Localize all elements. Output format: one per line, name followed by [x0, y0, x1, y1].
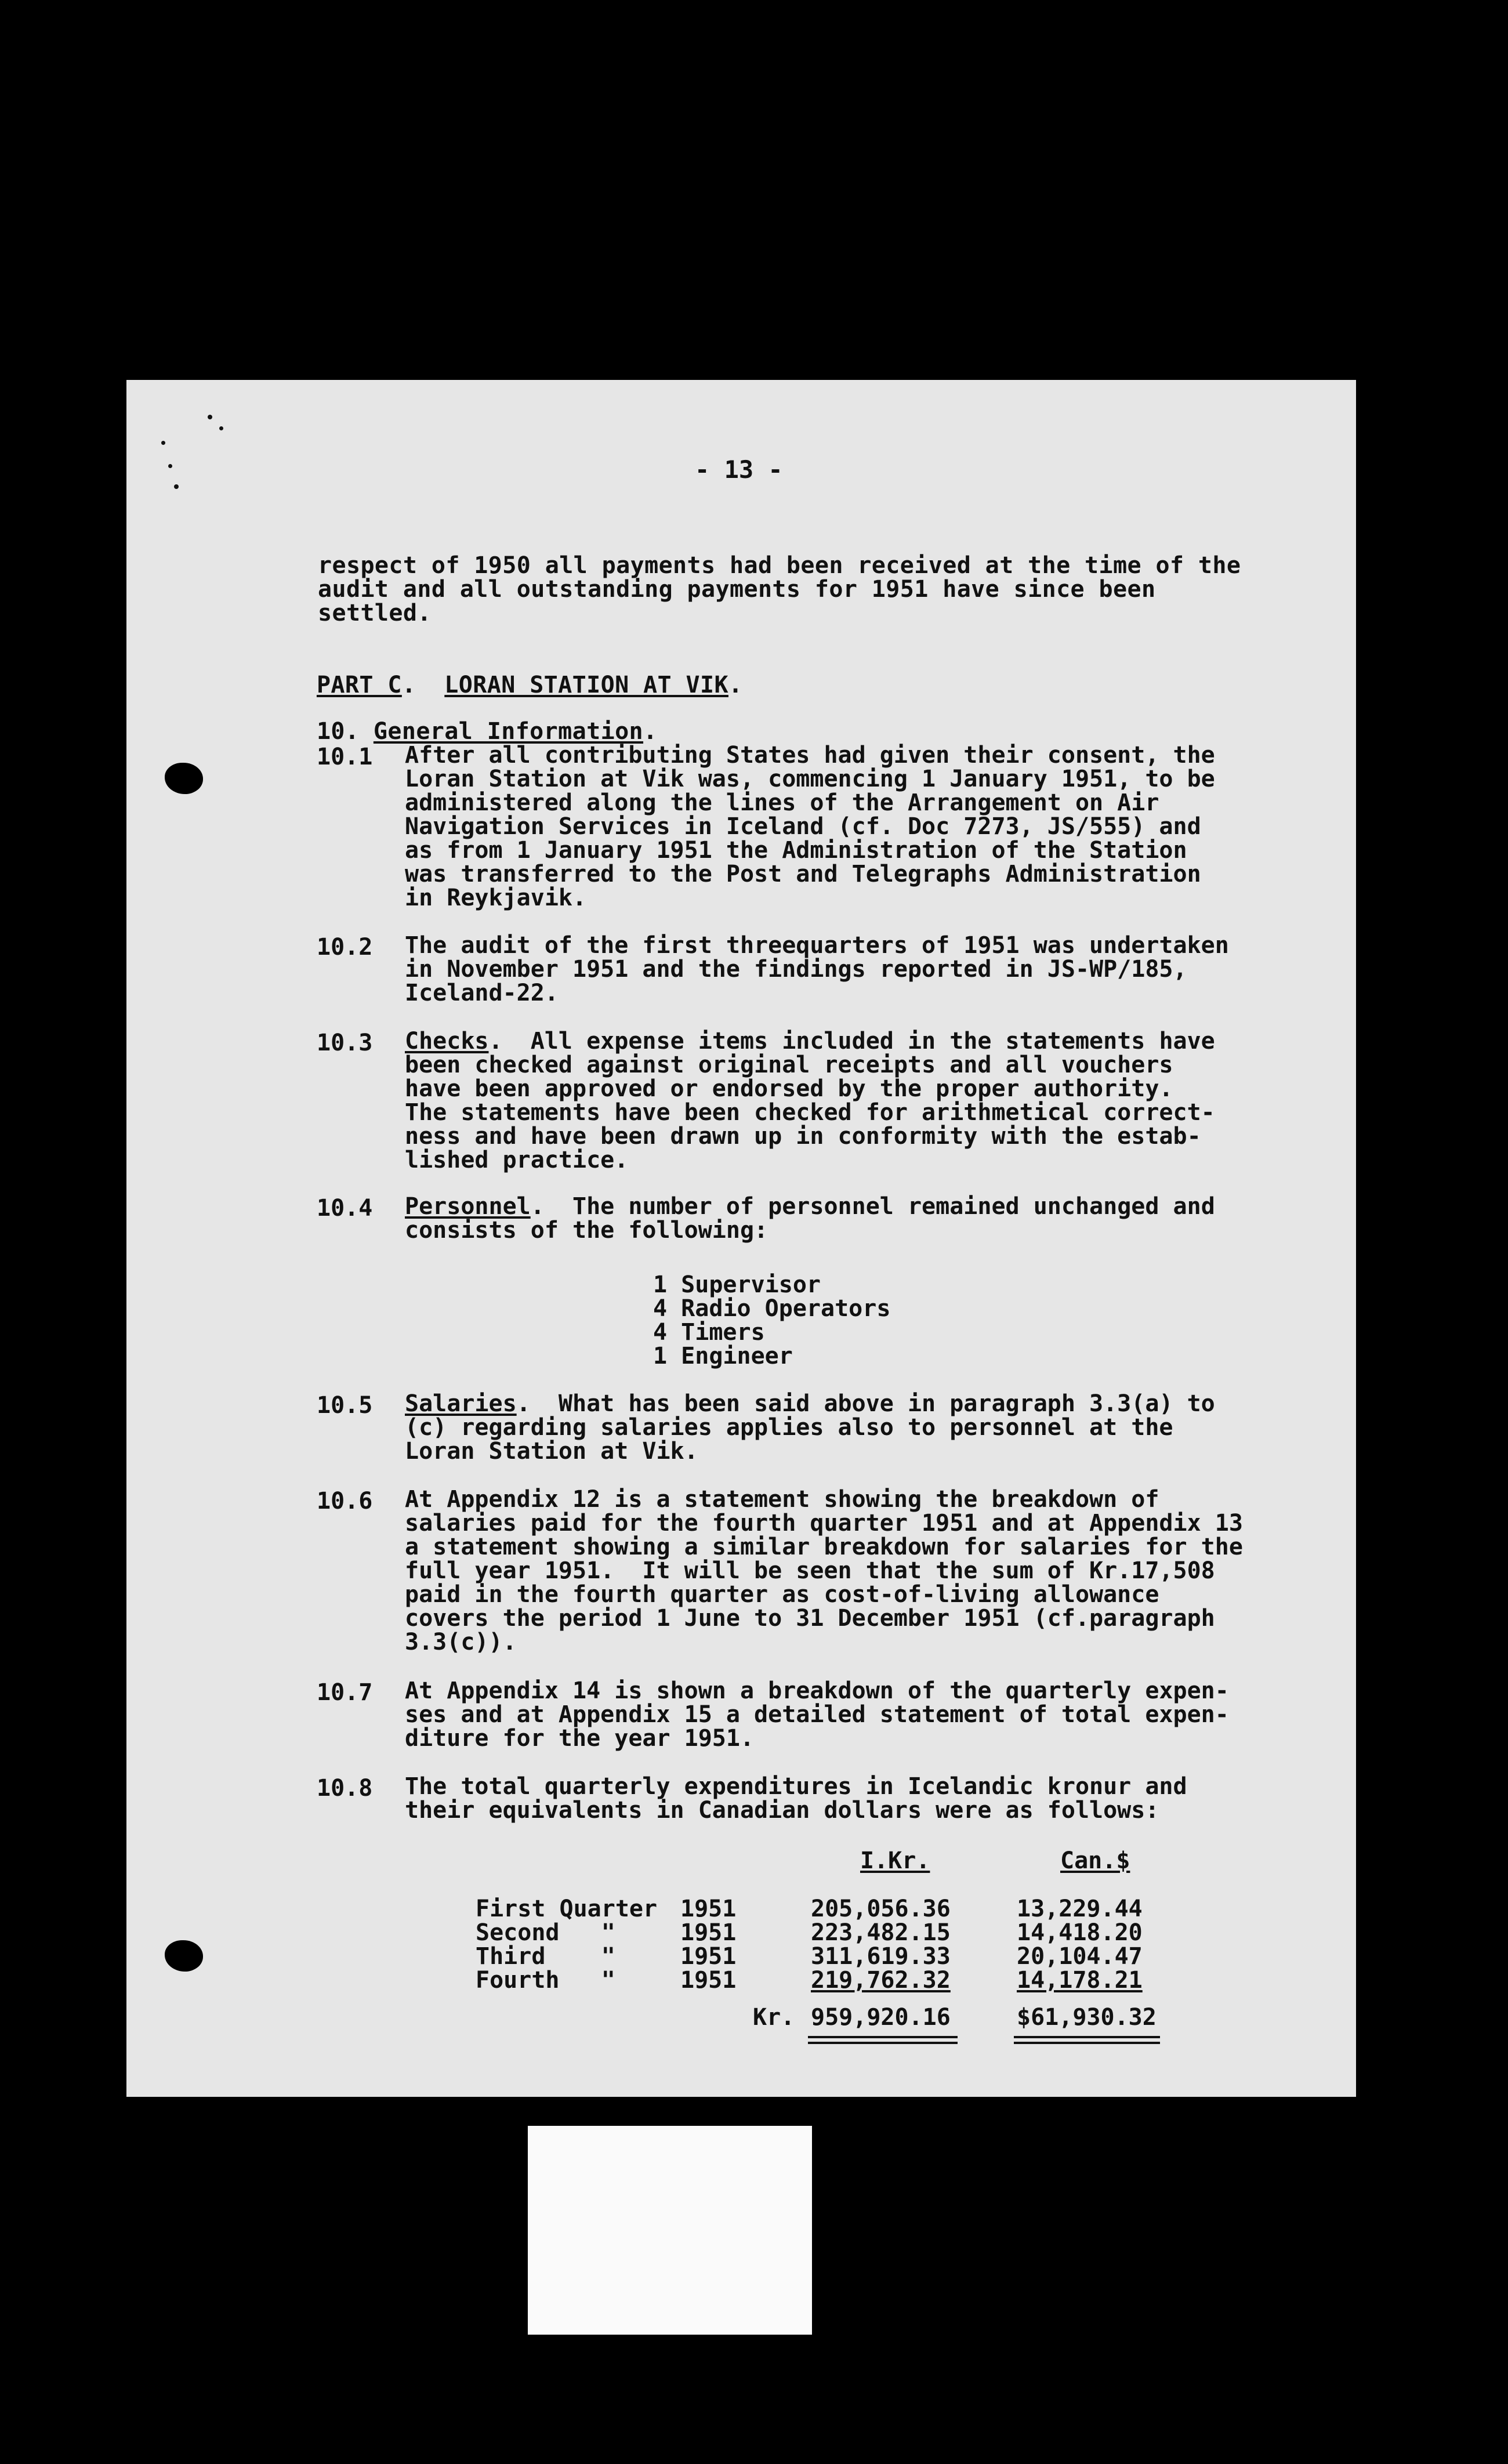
text-line: consists of the following:: [405, 1217, 768, 1244]
text-line: a statement showing a similar breakdown for salaries for the: [405, 1534, 1243, 1560]
text-line: covers the period 1 June to 31 December 1951 (cf.paragraph: [405, 1605, 1215, 1632]
can-cell: 13,229.44: [1017, 1896, 1143, 1922]
text-line: in Reykjavik.: [405, 885, 587, 911]
part-end: .: [728, 672, 743, 698]
intro-line: respect of 1950 all payments had been received at the time of the: [318, 552, 1241, 579]
text-line: lished practice.: [405, 1147, 629, 1173]
text-line: Loran Station at Vik.: [405, 1438, 698, 1465]
can-header: Can.$: [1060, 1847, 1130, 1874]
film-label-patch: [528, 2126, 812, 2335]
text-line: . The number of personnel remained unchanged and: [530, 1193, 1215, 1220]
year-cell: 1951: [680, 1896, 737, 1922]
double-underline: [1014, 2036, 1160, 2038]
paragraph-number: 10.2: [317, 934, 373, 961]
paragraph-10-7: [405, 1679, 1229, 1751]
ink-speck: [208, 415, 212, 419]
list-item: 1 Engineer: [653, 1343, 793, 1369]
paragraph-number: 10.1: [317, 744, 373, 770]
paragraph-heading: Salaries: [405, 1390, 517, 1417]
paragraph-number: 10.6: [317, 1488, 373, 1514]
text-line: . What has been said above in paragraph 3.3(a) to: [516, 1390, 1215, 1417]
double-underline: [808, 2042, 958, 2044]
punch-hole: [165, 1940, 203, 1972]
double-underline: [1014, 2042, 1160, 2044]
text-line: Navigation Services in Iceland (cf. Doc 7273, JS/555) and: [405, 813, 1201, 840]
text-line: diture for the year 1951.: [405, 1725, 755, 1752]
paragraph-number: 10.3: [317, 1030, 373, 1056]
quarter-label: Second ": [476, 1919, 615, 1946]
text-line: administered along the lines of the Arrangement on Air: [405, 789, 1159, 816]
section-number: 10.: [316, 718, 360, 745]
paragraph-10-2: [405, 934, 1229, 1005]
text-line: their equivalents in Canadian dollars were as follows:: [405, 1797, 1159, 1824]
list-item: 4 Radio Operators: [653, 1295, 891, 1322]
text-line: full year 1951. It will be seen that the sum of Kr.17,508: [405, 1557, 1215, 1584]
list-item: 1 Supervisor: [653, 1271, 821, 1298]
paragraph-number: 10.8: [317, 1775, 373, 1802]
paragraph-10-5: [405, 1392, 1215, 1463]
personnel-list: [653, 1273, 890, 1368]
year-cell: 1951: [680, 1943, 737, 1970]
paragraph-10-6: [405, 1488, 1243, 1654]
text-line: After all contributing States had given their consent, the: [405, 742, 1215, 769]
ink-speck: [174, 484, 179, 489]
text-line: as from 1 January 1951 the Administration of the Station: [405, 837, 1187, 864]
paragraph-heading: Personnel: [405, 1193, 531, 1220]
quarter-label: Third ": [476, 1943, 615, 1970]
can-cell: 14,178.21: [1017, 1967, 1143, 1994]
part-label: PART C: [316, 672, 402, 698]
text-line: At Appendix 12 is a statement showing the breakdown of: [405, 1486, 1159, 1513]
text-line: The audit of the first threequarters of 1951 was undertaken: [405, 932, 1229, 959]
ikr-cell: 223,482.15: [811, 1919, 951, 1946]
text-line: ses and at Appendix 15 a detailed statement of total expen-: [405, 1701, 1229, 1728]
list-item: 4 Timers: [653, 1319, 765, 1346]
text-line: Loran Station at Vik was, commencing 1 January 1951, to be: [405, 766, 1215, 792]
text-line: paid in the fourth quarter as cost-of-living allowance: [405, 1581, 1159, 1608]
paragraph-number: 10.5: [317, 1392, 373, 1419]
part-title: LORAN STATION AT VIK: [444, 672, 728, 698]
part-dot: .: [401, 672, 416, 698]
ink-speck: [161, 441, 165, 445]
text-line: in November 1951 and the findings reported in JS-WP/185,: [405, 956, 1187, 983]
ikr-header: I.Kr.: [860, 1847, 930, 1874]
paragraph-number: 10.7: [317, 1679, 373, 1706]
quarter-label: First Quarter: [476, 1896, 658, 1922]
intro-line: settled.: [318, 600, 432, 626]
intro-line: audit and all outstanding payments for 1951 have since been: [318, 576, 1156, 603]
paragraph-heading: Checks: [405, 1028, 489, 1055]
ink-speck: [168, 464, 172, 468]
text-line: Iceland-22.: [405, 980, 559, 1006]
text-line: 3.3(c)).: [405, 1629, 517, 1655]
text-line: The statements have been checked for arithmetical correct-: [405, 1099, 1215, 1126]
paragraph-number: 10.4: [317, 1195, 373, 1222]
ikr-cell: 219,762.32: [811, 1967, 951, 1994]
quarter-label: Fourth ": [476, 1967, 615, 1994]
document-page: [126, 380, 1356, 2097]
paragraph-10-1: [405, 744, 1215, 910]
paragraph-10-3: [405, 1030, 1215, 1172]
ikr-cell: 311,619.33: [811, 1943, 951, 1970]
ink-speck: [219, 426, 223, 430]
punch-hole: [165, 763, 203, 794]
page-number: - 13 -: [695, 455, 783, 484]
text-line: The total quarterly expenditures in Icelandic kronur and: [405, 1773, 1187, 1800]
year-cell: 1951: [680, 1967, 737, 1994]
year-cell: 1951: [680, 1919, 737, 1946]
section-end: .: [643, 718, 658, 745]
can-cell: 20,104.47: [1017, 1943, 1143, 1970]
total-ikr: 959,920.16: [811, 2004, 951, 2031]
text-line: was transferred to the Post and Telegraphs Administration: [405, 861, 1201, 887]
total-prefix: Kr.: [753, 2004, 795, 2031]
ikr-cell: 205,056.36: [811, 1896, 951, 1922]
text-line: been checked against original receipts and all vouchers: [405, 1052, 1173, 1078]
text-line: At Appendix 14 is shown a breakdown of the quarterly expen-: [405, 1677, 1229, 1704]
text-line: salaries paid for the fourth quarter 1951 and at Appendix 13: [405, 1510, 1243, 1537]
total-can: $61,930.32: [1017, 2004, 1157, 2031]
text-line: have been approved or endorsed by the proper authority.: [405, 1075, 1173, 1102]
can-cell: 14,418.20: [1017, 1919, 1143, 1946]
text-line: ness and have been drawn up in conformity with the estab-: [405, 1123, 1201, 1150]
text-line: (c) regarding salaries applies also to personnel at the: [405, 1414, 1173, 1441]
double-underline: [808, 2036, 958, 2038]
paragraph-10-8: [405, 1775, 1187, 1822]
section-title: General Information: [373, 718, 644, 745]
text-line: . All expense items included in the statements have: [488, 1028, 1215, 1055]
paragraph-10-4: [405, 1195, 1215, 1242]
